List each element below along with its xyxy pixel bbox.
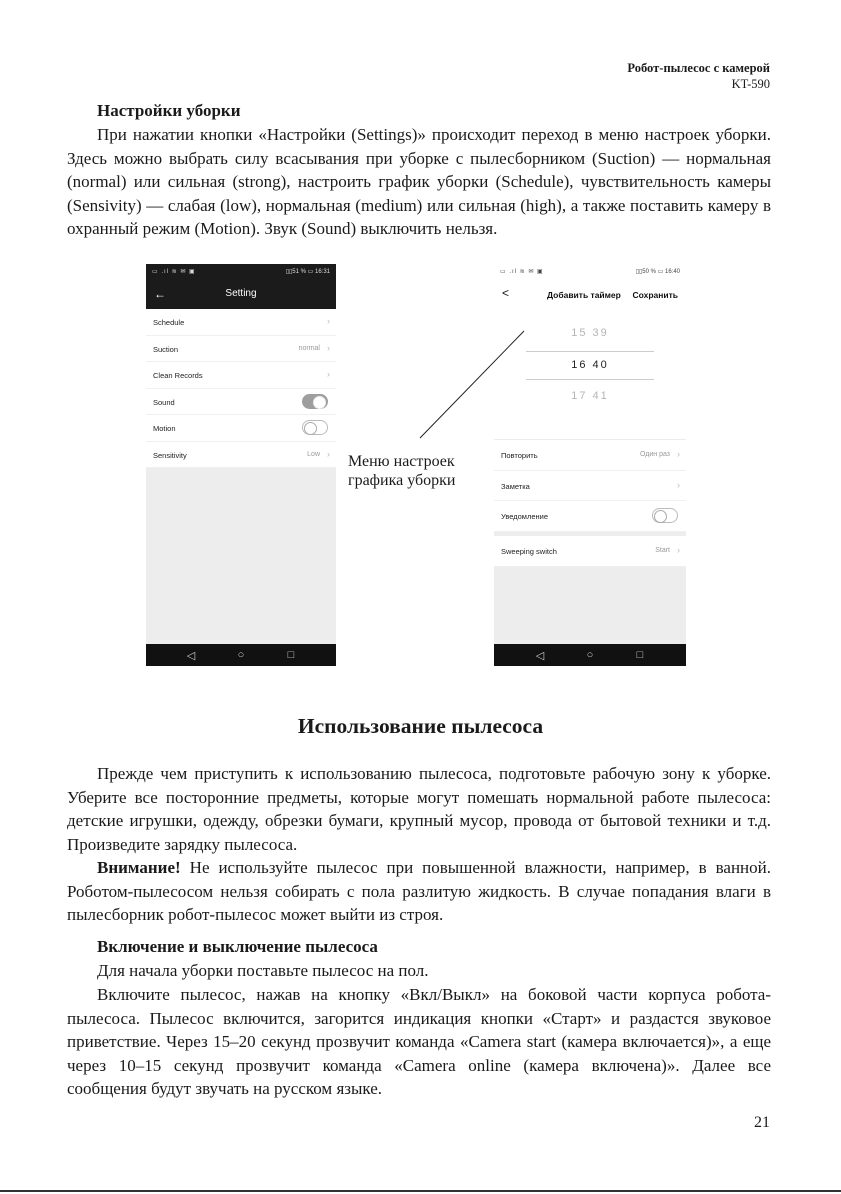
setting-row-clean-records[interactable] xyxy=(146,362,336,389)
picker-divider xyxy=(526,351,654,352)
caption-line-2: графика уборки xyxy=(348,472,456,489)
chevron-right-icon: › xyxy=(327,342,330,353)
chevron-right-icon: › xyxy=(327,448,330,459)
status-icons-right: ▯▯50 % ▭ 16:40 xyxy=(635,269,680,275)
status-bar xyxy=(146,264,336,279)
row-value: Start xyxy=(655,547,670,554)
setting-row-sensitivity[interactable] xyxy=(146,442,336,469)
status-bar xyxy=(494,264,686,279)
row-label: Suction xyxy=(153,344,179,354)
row-label: Повторить xyxy=(501,451,538,460)
row-value: Один раз xyxy=(639,451,670,458)
sweeping-section xyxy=(494,536,686,567)
app-screen xyxy=(146,279,336,644)
setting-row-sound xyxy=(146,389,336,416)
back-triangle-icon[interactable]: ◁ xyxy=(535,649,545,662)
notification-toggle[interactable] xyxy=(652,508,678,523)
row-label: Clean Records xyxy=(153,371,203,380)
time-picker[interactable] xyxy=(494,309,686,439)
chevron-right-icon: › xyxy=(677,449,680,459)
status-icons-left: ▭ .ıl ≋ ✉ ▣ xyxy=(500,269,544,275)
sweeping-switch-row[interactable] xyxy=(494,536,686,567)
app-title-bar xyxy=(146,279,336,309)
picker-divider xyxy=(526,379,654,380)
page-number: 21 xyxy=(754,1114,770,1131)
status-icons-right: ▯▯51 % ▭ 16:31 xyxy=(285,269,330,275)
warning-label: Внимание! xyxy=(97,858,181,877)
warning-text: Не используйте пылесос при повышенной влажности, например, в ванной. Роботом-пылесосом нельзя собирать с пола разлитую жидкость. В случае попадания влаги в пылесборник робот-пылесос может выйти из строя. xyxy=(67,858,771,924)
settings-heading: Настройки уборки xyxy=(97,101,241,120)
caption-line-1: Меню настроек xyxy=(348,453,455,470)
header-title: Робот-пылесос с камерой xyxy=(627,61,770,75)
notification-row xyxy=(494,501,686,532)
android-nav-bar xyxy=(494,644,686,666)
row-label: Schedule xyxy=(153,318,185,327)
picker-next-value: 17 41 xyxy=(571,390,609,402)
power-paragraph-1: Для начала уборки поставьте пылесос на пол. xyxy=(97,961,429,980)
settings-list xyxy=(146,309,336,468)
chevron-right-icon: › xyxy=(327,369,330,379)
back-chevron-icon[interactable]: < xyxy=(502,286,510,300)
section-title: Использование пылесоса xyxy=(297,714,544,738)
back-arrow-icon[interactable]: ← xyxy=(154,287,166,301)
settings-paragraph: При нажатии кнопки «Настройки (Settings)» происходит переход в меню настроек уборки. Здесь можно выбрать силу всасывания при уборке с пылесборником (Suction) — нормальная (normal) или сильная (strong), настроить график уборки (Schedule), чувствительность камеры (Sensivity) — слабая (low), нормальная (medium) или сильная (high), а также поставить камеру в охранный режим (Motion). Звук (Sound) выключить нельзя. xyxy=(67,125,771,238)
row-label: Sound xyxy=(153,397,175,407)
chevron-right-icon: › xyxy=(677,545,680,555)
back-triangle-icon[interactable]: ◁ xyxy=(186,649,196,662)
power-paragraph-2: Включите пылесос, нажав на кнопку «Вкл/Выкл» на боковой части корпуса робота-пылесоса. Пылесос включится, загорится индикация кнопки «Старт» и раздастся звуковое приветствие. Через 15–20 секунд прозвучит команда «Camera start (камера включается)», а еще через 10–15 секунд прозвучит команда «Camera online (камера включена)». Далее все сообщения будут звучать на русском языке. xyxy=(67,985,771,1098)
note-row[interactable] xyxy=(494,471,686,502)
repeat-row[interactable] xyxy=(494,440,686,471)
row-label: Заметка xyxy=(501,481,530,491)
figure-caption xyxy=(348,452,456,490)
warning-paragraph xyxy=(67,856,771,927)
app-screen xyxy=(494,279,686,644)
row-value: normal xyxy=(298,344,320,352)
home-circle-icon[interactable]: ○ xyxy=(237,649,245,661)
recents-square-icon[interactable]: □ xyxy=(287,649,295,661)
running-header xyxy=(627,60,770,92)
screen-title: Добавить таймер xyxy=(547,290,621,300)
setting-row-suction[interactable] xyxy=(146,336,336,363)
setting-row-schedule[interactable] xyxy=(146,309,336,336)
power-heading: Включение и выключение пылесоса xyxy=(97,937,378,956)
header-model: KT-590 xyxy=(731,77,770,91)
motion-toggle[interactable] xyxy=(302,420,328,435)
row-label: Sweeping switch xyxy=(501,547,557,556)
bottom-rule xyxy=(0,1190,841,1192)
sound-toggle[interactable] xyxy=(302,394,328,409)
row-label: Sensitivity xyxy=(153,450,187,460)
row-label: Уведомление xyxy=(501,512,549,521)
screen-title: Setting xyxy=(225,288,257,299)
row-label: Motion xyxy=(153,424,176,433)
home-circle-icon[interactable]: ○ xyxy=(586,649,594,661)
save-button[interactable]: Сохранить xyxy=(632,290,678,300)
timer-phone-screenshot xyxy=(494,264,686,666)
android-nav-bar xyxy=(146,644,336,666)
chevron-right-icon: › xyxy=(327,316,330,326)
picker-current-value: 16 40 xyxy=(571,359,609,371)
chevron-right-icon: › xyxy=(677,479,680,490)
preparation-paragraph: Прежде чем приступить к использованию пылесоса, подготовьте рабочую зону к уборке. Уберите все посторонние предметы, которые могут помешать нормальной работе пылесоса: детские игрушки, одежду, обрезки бумаги, крупный мусор, провода от бытовой техники и т.д. Произведите зарядку пылесоса. xyxy=(67,764,771,854)
status-icons-left: ▭ .ıl ≋ ✉ ▣ xyxy=(152,269,196,275)
recents-square-icon[interactable]: □ xyxy=(636,649,644,661)
settings-phone-screenshot xyxy=(146,264,336,666)
app-title-bar xyxy=(494,279,686,309)
picker-prev-value: 15 39 xyxy=(571,327,609,339)
setting-row-motion xyxy=(146,415,336,442)
timer-options-list xyxy=(494,440,686,532)
row-value: Low xyxy=(307,450,320,458)
